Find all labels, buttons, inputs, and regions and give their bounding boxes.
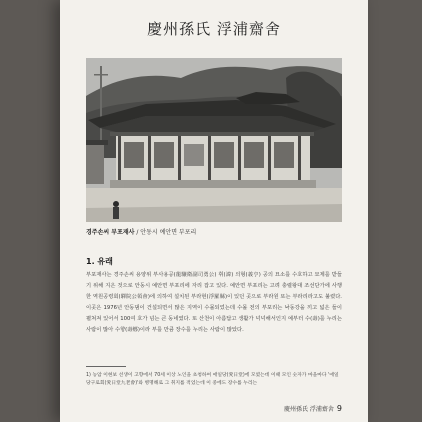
book-page [60,0,368,422]
page-folio [284,404,342,413]
caption-location: / 안동시 예안면 부포리 [134,229,197,236]
footnote-divider [86,366,126,367]
section-heading: 1. 유래 [86,257,113,266]
page-title: 慶州孫氏 浮浦齋舍 [147,20,281,38]
footnote: 1) 농암 이현보 선생이 고향에서 70세 이상 노인을 초청하여 애일당(愛日堂)에 모였는데 이때 모인 숫자가 마을마다 '애일당구로회(愛日堂九老會)'와 병명해로 그 취지를 적었는데 이 중에도 장수를 누리는 [86,373,339,386]
page-number: 9 [336,404,342,413]
folio-label: 慶州孫氏 浮浦齋舍 [283,406,334,413]
jaesa-photo [86,58,342,222]
body-paragraph: 부포재사는 경주손씨 용양위 부사용공(龍驤衛副司勇公) 휘(諱) 의형(義亨) 공의 묘소를 수호하고 묘제를 받들기 위해 지은 것으로 안동시 예안면 부포리에 자리 잡고 있다. 예안면 부포리는 고려 충렬왕대 조선단가에 사행한 역원공령회(驛院公領會)에 의하여 설치된 부라현(浮羅縣)이 있던 곳으로 부라원 또는 부라리라고도 불렸다. 이곳은 1976년 안동댐이 건설되면서 많은 지역이 수몰되었는데 수몰 전의 부포리는 낙동강을 끼고 넓은 들이 펼쳐져 있어서 100여 호가 넘는 큰 동네였다. 또 산천이 아름답고 생활가 넉넉해서인지 예부터 수(壽)를 누리는 사람이 많아 수향(壽鄕)이라 부를 만큼 장수를 누리는 사람이 많았다. [86,272,342,333]
caption-bold: 경주손씨 부포재사 [86,229,135,236]
photo-caption [86,227,196,236]
